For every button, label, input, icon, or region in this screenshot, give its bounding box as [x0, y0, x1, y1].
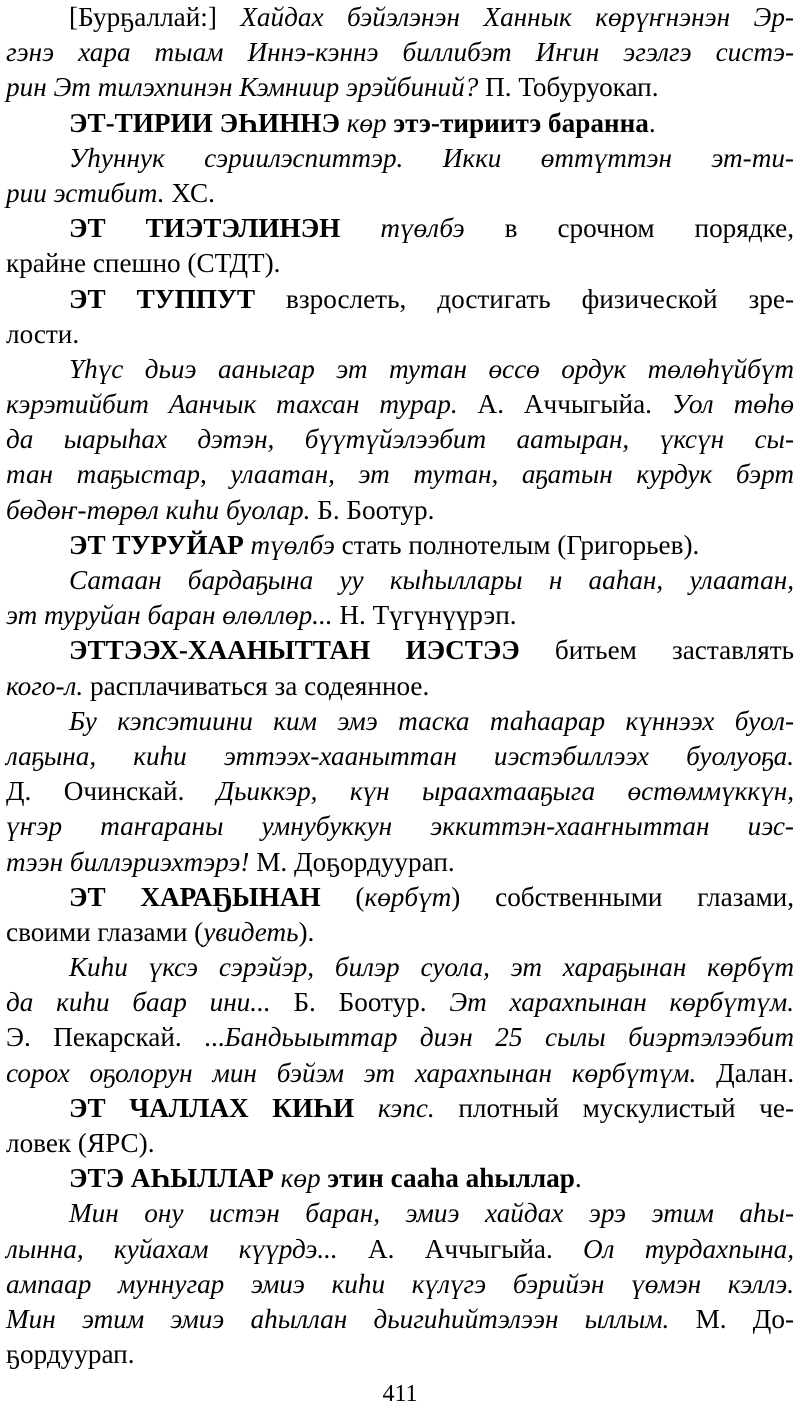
italic-text: Ол турдахпына, — [583, 1233, 795, 1264]
text-span: Далан. — [696, 1057, 794, 1088]
text-span: взрослеть, достигать физической зре- — [255, 283, 795, 314]
italic-text: эт туруйан баран өлөллөр... — [6, 600, 333, 631]
italic-text: түөлбэ — [250, 529, 335, 560]
text-line — [6, 282, 794, 317]
text-line — [6, 422, 794, 457]
italic-text: лаҕына, киһи эттээх-хааныттан иэстэбиллээх буолуоҕа. — [6, 740, 794, 771]
entry-headword: ЭТ ТИЭТЭЛИНЭН — [69, 213, 341, 244]
entry-headword: ЭТ ЧАЛЛАХ КИҺИ — [69, 1092, 355, 1123]
italic-text: көрбүт — [364, 881, 452, 912]
italic-text: Бандьыыттар диэн 25 сылы биэртэлээбит — [224, 1022, 794, 1053]
text-span: битьем заставлять — [519, 635, 794, 666]
text-span — [354, 1093, 378, 1123]
italic-text: Хайдах бэйэлэнэн Ханнык көрүҥнэнэн Эр- — [240, 2, 794, 32]
italic-text: Уол төһө — [671, 389, 794, 420]
text-span: М. До- — [669, 1303, 794, 1334]
text-line — [6, 493, 794, 528]
text-line — [6, 457, 794, 492]
text-span: М. Доҕордуурап. — [249, 846, 455, 877]
text-line — [6, 880, 794, 915]
entry-headword: ЭТЭ АҺЫЛЛАР — [69, 1163, 274, 1194]
italic-text: лынна, куйахам күүрдэ... — [6, 1233, 338, 1264]
text-span: . — [648, 107, 656, 138]
italic-text: Эт харахпынан көрбүтүм. — [449, 987, 794, 1018]
text-line — [6, 1020, 794, 1055]
text-span: . — [574, 1163, 582, 1194]
entry-headword: этэ-тириитэ баранна — [386, 107, 649, 138]
italic-text: Мин ону истэн баран, эмиэ хайдах эрэ этим аһы- — [69, 1198, 794, 1229]
text-span: ҕордуурап. — [6, 1339, 135, 1370]
italic-text: түөлбэ — [380, 213, 465, 244]
text-line — [6, 246, 794, 281]
text-span: лости. — [6, 318, 80, 349]
italic-text: Бу кэпсэтиини ким эмэ таска таһаарар күннээх буол- — [69, 705, 794, 736]
text-line — [6, 704, 794, 739]
italic-text: кэпс. — [377, 1092, 435, 1123]
entry-headword: ЭТ-ТИРИИ ЭҺИННЭ — [69, 107, 340, 138]
italic-text: увидеть — [203, 916, 299, 947]
text-line — [6, 106, 794, 141]
text-line — [6, 633, 794, 668]
text-span: Б. Боотур. — [270, 987, 450, 1018]
italic-text: ампаар муннугар эмиэ киһи күлүгэ бэрийэн үөмэн кэллэ. — [6, 1268, 794, 1299]
italic-text: кого-л. — [6, 670, 84, 701]
italic-text: көр — [280, 1163, 321, 1194]
italic-text: Киһи үксэ сэрэйэр, билэр суола, эт хараҕынан көрбүт — [69, 952, 794, 983]
text-line — [6, 950, 794, 985]
text-line — [6, 1232, 794, 1267]
text-line — [6, 739, 794, 774]
entry-headword: этин сааһа аһыллар — [320, 1163, 575, 1194]
text-line — [6, 1161, 794, 1196]
italic-text: көр — [346, 107, 387, 138]
entry-headword: ЭТ ХАРАҔЫНАН — [69, 881, 321, 912]
text-span: стать полнотелым (Григорьев). — [334, 529, 700, 560]
text-line — [6, 1196, 794, 1231]
text-line — [6, 35, 794, 70]
entry-headword: ЭТ ТУППУТ — [69, 283, 256, 314]
text-line — [6, 141, 794, 176]
text-line — [6, 1267, 794, 1302]
italic-text: үҥэр таҥараны умнубуккун эккиттэн-хааҥныттан иэс- — [6, 811, 794, 842]
text-span: ХС. — [164, 177, 215, 208]
text-span: ). — [298, 916, 315, 947]
text-span: Бурҕаллай: — [78, 2, 208, 32]
entry-headword: ЭТ ТУРУЙАР — [69, 529, 244, 560]
text-span: А. Аччыгыйа. — [457, 389, 672, 420]
text-span — [274, 1163, 281, 1193]
text-span — [340, 213, 380, 243]
italic-text: Уһуннук сэриилэспиттэр. Икки өттүттэн эт-ти- — [69, 142, 794, 173]
italic-text: Мин этим эмиэ аһыллан дьигиһийтэлээн ыллым. — [6, 1303, 670, 1334]
text-line — [6, 915, 794, 950]
text-span — [244, 530, 251, 560]
italic-text: сорох оҕолорун мин бэйэм эт харахпынан көрбүтүм. — [6, 1057, 697, 1088]
text-span: Э. Пекарскай. ... — [6, 1022, 225, 1053]
text-line — [6, 352, 794, 387]
dictionary-text — [6, 0, 794, 1372]
text-span: ( — [320, 881, 365, 912]
italic-text: тээн биллэриэхтэрэ! — [6, 846, 250, 877]
text-line — [6, 1337, 794, 1372]
italic-text: гэнэ хара тыам Иннэ-кэннэ биллибэт Иҥин эгэлгэ систэ- — [6, 37, 794, 68]
text-span: А. Аччыгыйа. — [337, 1233, 584, 1264]
text-line — [6, 1091, 794, 1126]
italic-text: рин Эт тилэхпинэн Кэмниир эрэйбиний? — [6, 72, 479, 103]
text-span: ] — [207, 2, 241, 32]
italic-text: кэрэтийбит Аанчык тахсан турар. — [6, 389, 458, 420]
text-span: в срочном порядке, — [464, 213, 794, 244]
text-span: плотный мускулистый че- — [434, 1092, 795, 1123]
text-span: своими глазами ( — [6, 916, 204, 947]
text-line — [6, 563, 794, 598]
text-span: расплачиваться за содеянное. — [83, 670, 430, 701]
text-span — [340, 108, 347, 138]
text-line — [6, 176, 794, 211]
italic-text: Сатаан бардаҕына уу кыһыллары н ааһан, улаатан, — [69, 565, 794, 595]
text-line — [6, 317, 794, 352]
page-number: 411 — [382, 1381, 418, 1407]
text-line — [6, 809, 794, 844]
text-line — [6, 774, 794, 809]
italic-text: Үһүс дьиэ ааныгар эт тутан өссө ордук төлөһүйбүт — [69, 353, 794, 384]
italic-text: Дьиккэр, күн ыраахтааҕыга өстөммүккүн, — [216, 776, 794, 807]
text-span: ловек (ЯРС). — [6, 1128, 155, 1158]
text-line — [6, 0, 794, 35]
text-line — [6, 1126, 794, 1161]
italic-text: да ыарыһах дэтэн, бүүтүйэлээбит аатыран, үксүн сы- — [6, 424, 794, 455]
text-line — [6, 70, 794, 105]
text-span: Н. Түгүнүүрэп. — [332, 600, 517, 631]
italic-text: да киһи баар ини... — [6, 987, 271, 1018]
text-line — [6, 1302, 794, 1337]
text-line — [6, 528, 794, 563]
entry-headword: ЭТТЭЭХ-ХААНЫТТАН ИЭСТЭЭ — [69, 635, 520, 666]
text-line — [6, 211, 794, 246]
text-span: П. Тобуруокап. — [478, 72, 659, 103]
italic-text: рии эстибит. — [6, 177, 165, 208]
text-line — [6, 387, 794, 422]
italic-text: тан таҕыстар, улаатан, эт тутан, аҕатын курдук бэрт — [6, 459, 794, 490]
text-line — [6, 598, 794, 633]
text-span: ) собственными глазами, — [451, 881, 794, 912]
text-line — [6, 845, 794, 880]
text-line — [6, 1056, 794, 1091]
text-span: Д. Очинскай. — [6, 776, 217, 807]
text-line — [6, 985, 794, 1020]
text-span: крайне спешно (СТДТ). — [6, 248, 281, 279]
italic-text: бөдөҥ-төрөл киһи буолар. — [6, 494, 311, 525]
text-span: [ — [69, 2, 79, 32]
text-line — [6, 669, 794, 704]
text-span: Б. Боотур. — [310, 494, 435, 525]
